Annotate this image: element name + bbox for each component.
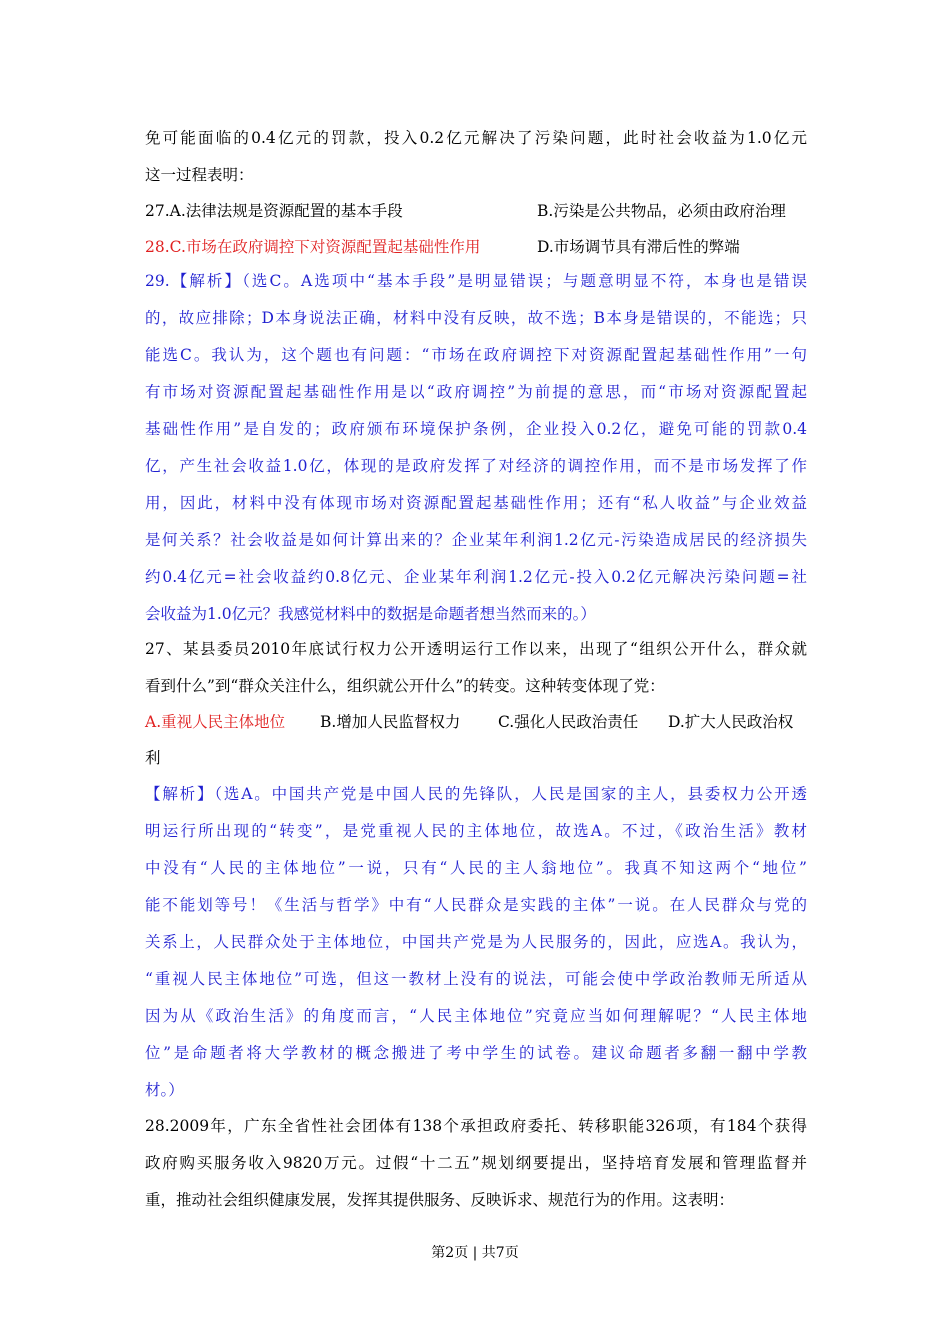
analysis-line: 因为从《政治生活》的角度而言，“人民主体地位”究竟应当如何理解呢？“人民主体地 [145,1007,807,1025]
analysis-line: 是何关系？社会收益是如何计算出来的？企业某年利润1.2亿元-污染造成居民的经济损失 [145,531,807,549]
option-b: B.污染是公共物品，必须由政府治理 [537,202,786,220]
question-28-stem: 重，推动社会组织健康发展，发挥其提供服务、反映诉求、规范行为的作用。这表明： [145,1191,735,1209]
analysis-line: 明运行所出现的“转变”，是党重视人民的主体地位，故选A。不过，《政治生活》教材 [145,822,807,840]
analysis-line: 基础性作用”是自发的；政府颁布环境保护条例，企业投入0.2亿，避免可能的罚款0.4 [145,420,807,438]
question-27-stem: 27、某县委员2010年底试行权力公开透明运行工作以来，出现了“组织公开什么，群众就 [145,640,807,658]
analysis-line: 用，因此，材料中没有体现市场对资源配置起基础性作用；还有“私人收益”与企业效益 [145,494,807,512]
analysis-line: 约0.4亿元=社会收益约0.8亿元、企业某年利润1.2亿元-投入0.2亿元解决污染问题=社 [145,568,807,586]
analysis-line: 【解析】（选A。中国共产党是中国人民的先锋队，人民是国家的主人，县委权力公开透 [145,785,807,803]
analysis-line: 关系上，人民群众处于主体地位，中国共产党是为人民服务的，因此，应选A。我认为， [145,933,807,951]
option-d: D.市场调节具有滞后性的弊端 [537,238,740,256]
question-28-stem: 政府购买服务收入9820万元。过假“十二五”规划纲要提出，坚持培育发展和管理监督并 [145,1154,807,1172]
intro-line: 这一过程表明： [145,166,254,184]
analysis-line: 位”是命题者将大学教材的概念搬进了考中学生的试卷。建议命题者多翻一翻中学教 [145,1044,807,1062]
intro-line: 免可能面临的0.4亿元的罚款，投入0.2亿元解决了污染问题，此时社会收益为1.0亿元 [145,129,807,147]
analysis-line: 能不能划等号！《生活与哲学》中有“人民群众是实践的主体”一说。在人民群众与党的 [145,896,807,914]
option-c: C.强化人民政治责任 [498,713,639,731]
page-footer: 第2页 | 共7页 [431,1245,519,1261]
analysis-line: “重视人民主体地位”可选，但这一教材上没有的说法，可能会使中学政治教师无所适从 [145,970,807,988]
question-27-stem: 看到什么”到“群众关注什么，组织就公开什么”的转变。这种转变体现了党： [145,677,665,695]
analysis-line: 材。） [145,1081,184,1099]
analysis-line: 的，故应排除；D本身说法正确，材料中没有反映，故不选；B本身是错误的，不能选；只 [145,309,807,327]
option-a-answer: A.重视人民主体地位 [145,713,286,731]
option-c-answer: 28.C.市场在政府调控下对资源配置起基础性作用 [145,238,481,256]
option-a: 27.A.法律法规是资源配置的基本手段 [145,202,403,220]
analysis-line: 能选C。我认为，这个题也有问题：“市场在政府调控下对资源配置起基础性作用”一句 [145,346,807,364]
analysis-line: 29.【解析】（选C。A选项中“基本手段”是明显错误；与题意明显不符，本身也是错误 [145,272,807,290]
analysis-line: 会收益为1.0亿元？我感觉材料中的数据是命题者想当然而来的。） [145,605,596,623]
analysis-line: 中没有“人民的主体地位”一说，只有“人民的主人翁地位”。我真不知这两个“地位” [145,859,807,877]
option-b: B.增加人民监督权力 [320,713,461,731]
question-28-stem: 28.2009年，广东全省性社会团体有138个承担政府委托、转移职能326项，有184个获得 [145,1117,807,1135]
analysis-line: 亿，产生社会收益1.0亿，体现的是政府发挥了对经济的调控作用，而不是市场发挥了作 [145,457,807,475]
option-d-wrap: 利 [145,749,161,767]
analysis-line: 有市场对资源配置起基础性作用是以“政府调控”为前提的意思，而“市场对资源配置起 [145,383,807,401]
option-d: D.扩大人民政治权 [668,713,794,731]
